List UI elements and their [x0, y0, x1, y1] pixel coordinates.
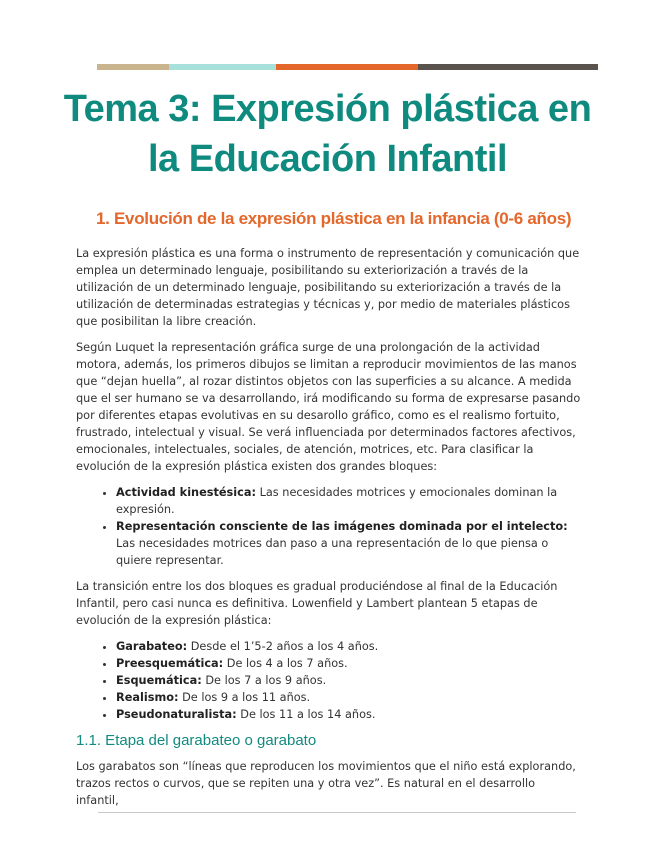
- decorative-color-bar: [97, 64, 598, 70]
- subsection-heading: 1.1. Etapa del garabateo o garabato: [76, 732, 317, 749]
- list-item: [116, 484, 581, 518]
- bullet-list-blocks: [76, 484, 581, 569]
- page-title: Tema 3: Expresión plástica en la Educación Infantil: [63, 88, 592, 180]
- list-item: [116, 655, 581, 672]
- footer-divider: [98, 812, 576, 813]
- paragraph: La expresión plástica es una forma o instrumento de representación y comunicación que emplea un determinado lenguaje, posibilitando su exteriorización a través de la utilización de un determinado lenguaje, posibilitando su exteriorización a través de la utilización de determinadas estrategias y técnicas y, por medio de materiales plásticos que posibilitan la libre creación.: [76, 247, 580, 328]
- bullet-list-stages: [76, 638, 581, 723]
- section-heading: 1. Evolución de la expresión plástica en la infancia (0-6 años): [96, 209, 572, 228]
- paragraph: Los garabatos son “líneas que reproducen los movimientos que el niño está explorando, trazos rectos o curvos, que se repiten una y otra vez”. Es natural en el desarrollo infantil,: [76, 760, 576, 807]
- list-item: [116, 689, 581, 706]
- list-item-text: De los 7 a los 9 años.: [201, 674, 327, 687]
- list-item-term: Actividad kinestésica:: [116, 486, 256, 499]
- list-item-text: De los 11 a los 14 años.: [236, 708, 376, 721]
- list-item-term: Realismo:: [116, 691, 179, 704]
- list-item-text: De los 9 a los 11 años.: [178, 691, 311, 704]
- list-item-term: Representación consciente de las imágenes dominada por el intelecto:: [116, 520, 568, 533]
- list-item: [116, 706, 581, 723]
- list-item: [116, 518, 581, 569]
- list-item: [116, 672, 581, 689]
- list-item-term: Pseudonaturalista:: [116, 708, 237, 721]
- color-bar-segment: [169, 64, 276, 70]
- list-item-text: De los 4 a los 7 años.: [223, 657, 348, 670]
- list-item-term: Garabateo:: [116, 640, 188, 653]
- document-body: [76, 245, 581, 818]
- color-bar-segment: [418, 64, 598, 70]
- list-item-term: Esquemática:: [116, 674, 202, 687]
- list-item-text: Las necesidades motrices y emocionales dominan la expresión.: [116, 486, 558, 516]
- list-item-text: Desde el 1’5-2 años a los 4 años.: [187, 640, 379, 653]
- color-bar-segment: [97, 64, 169, 70]
- list-item-text: Las necesidades motrices dan paso a una representación de lo que piensa o quiere representar.: [116, 537, 549, 567]
- paragraph: Según Luquet la representación gráfica surge de una prolongación de la actividad motora, además, los primeros dibujos se limitan a reproducir movimientos de las manos que “dejan huella”, al rozar distintos objetos con las superficies a su alcance. A medida que el ser humano se va desarrollando, irá modificando su forma de expresarse pasando por diferentes etapas evolutivas en su desarollo gráfico, como es el realismo fortuito, frustrado, intelectual y visual. Se verá influenciada por determinados factores afectivos, emocionales, intelectuales, sociales, de atención, motrices, etc. Para clasificar la evolución de la expresión plástica existen dos grandes bloques:: [76, 341, 581, 473]
- list-item-term: Preesquemática:: [116, 657, 224, 670]
- paragraph: La transición entre los dos bloques es gradual produciéndose al final de la Educación Infantil, pero casi nunca es definitiva. Lowenfield y Lambert plantean 5 etapas de evolución de la expresión plástica:: [76, 580, 558, 627]
- list-item: [116, 638, 581, 655]
- color-bar-segment: [276, 64, 418, 70]
